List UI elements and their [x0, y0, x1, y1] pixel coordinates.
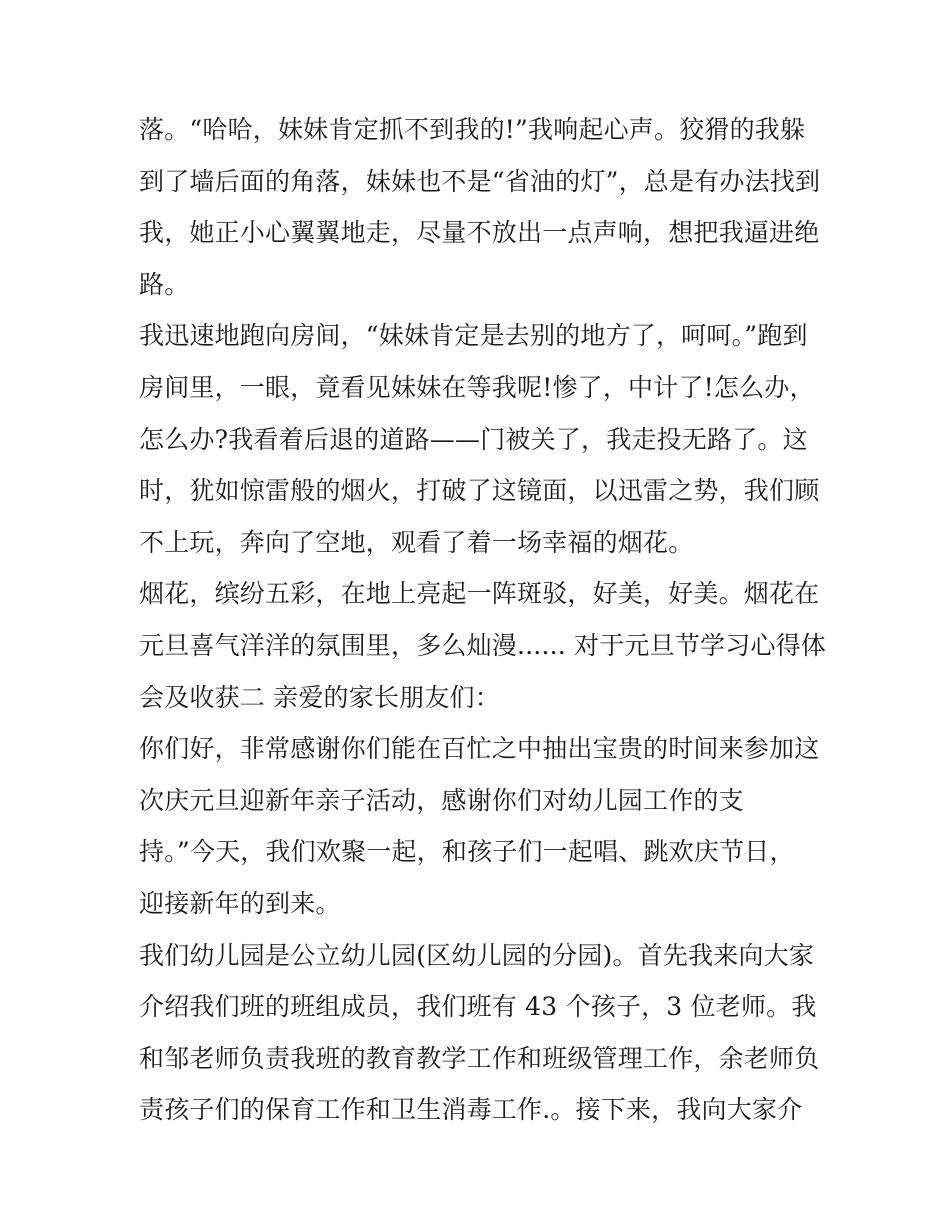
text-line: 我迅速地跑向房间，“妹妹肯定是去别的地方了，呵呵。”跑到: [139, 321, 808, 351]
text-line: 路。: [139, 269, 190, 299]
text-line: 烟花，缤纷五彩，在地上亮起一阵斑驳，好美，好美。烟花在: [139, 579, 820, 609]
text-line: 介绍我们班的班组成员，我们班有 43 个孩子，3 位老师。我: [139, 992, 817, 1022]
text-line: 时，犹如惊雷般的烟火，打破了这镜面，以迅雷之势，我们顾: [139, 476, 820, 506]
text-line: 到了墙后面的角落，妹妹也不是“省油的灯”，总是有办法找到: [139, 166, 821, 196]
text-line: 怎么办?我看着后退的道路——门被关了，我走投无路了。这: [139, 424, 808, 454]
text-line: 会及收获二 亲爱的家长朋友们：: [139, 682, 500, 712]
text-line: 我，她正小心翼翼地走，尽量不放出一点声响，想把我逼进绝: [139, 218, 820, 248]
text-line: 责孩子们的保育工作和卫生消毒工作.。接下来，我向大家介: [139, 1095, 803, 1125]
text-line: 房间里，一眼，竟看见妹妹在等我呢!惨了，中计了!怎么办，: [139, 372, 815, 402]
text-line: 我们幼儿园是公立幼儿园(区幼儿园的分园)。首先我来向大家: [139, 940, 815, 970]
text-line: 次庆元旦迎新年亲子活动，感谢你们对幼儿园工作的支: [139, 785, 744, 815]
text-line: 不上玩，奔向了空地，观看了着一场幸福的烟花。: [139, 527, 694, 557]
text-line: 元旦喜气洋洋的氛围里，多么灿漫...... 对于元旦节学习心得体: [139, 630, 827, 660]
text-line: 落。“哈哈，妹妹肯定抓不到我的!”我响起心声。狡猾的我躲: [139, 115, 806, 144]
text-line: 持。”今天，我们欢聚一起，和孩子们一起唱、跳欢庆节日，: [139, 837, 795, 867]
text-line: 迎接新年的到来。: [139, 888, 341, 918]
text-line: 和邹老师负责我班的教育教学工作和班级管理工作，余老师负: [139, 1043, 820, 1073]
document-body-text: [139, 104, 827, 1136]
text-line: 你们好，非常感谢你们能在百忙之中抽出宝贵的时间来参加这: [139, 734, 820, 764]
